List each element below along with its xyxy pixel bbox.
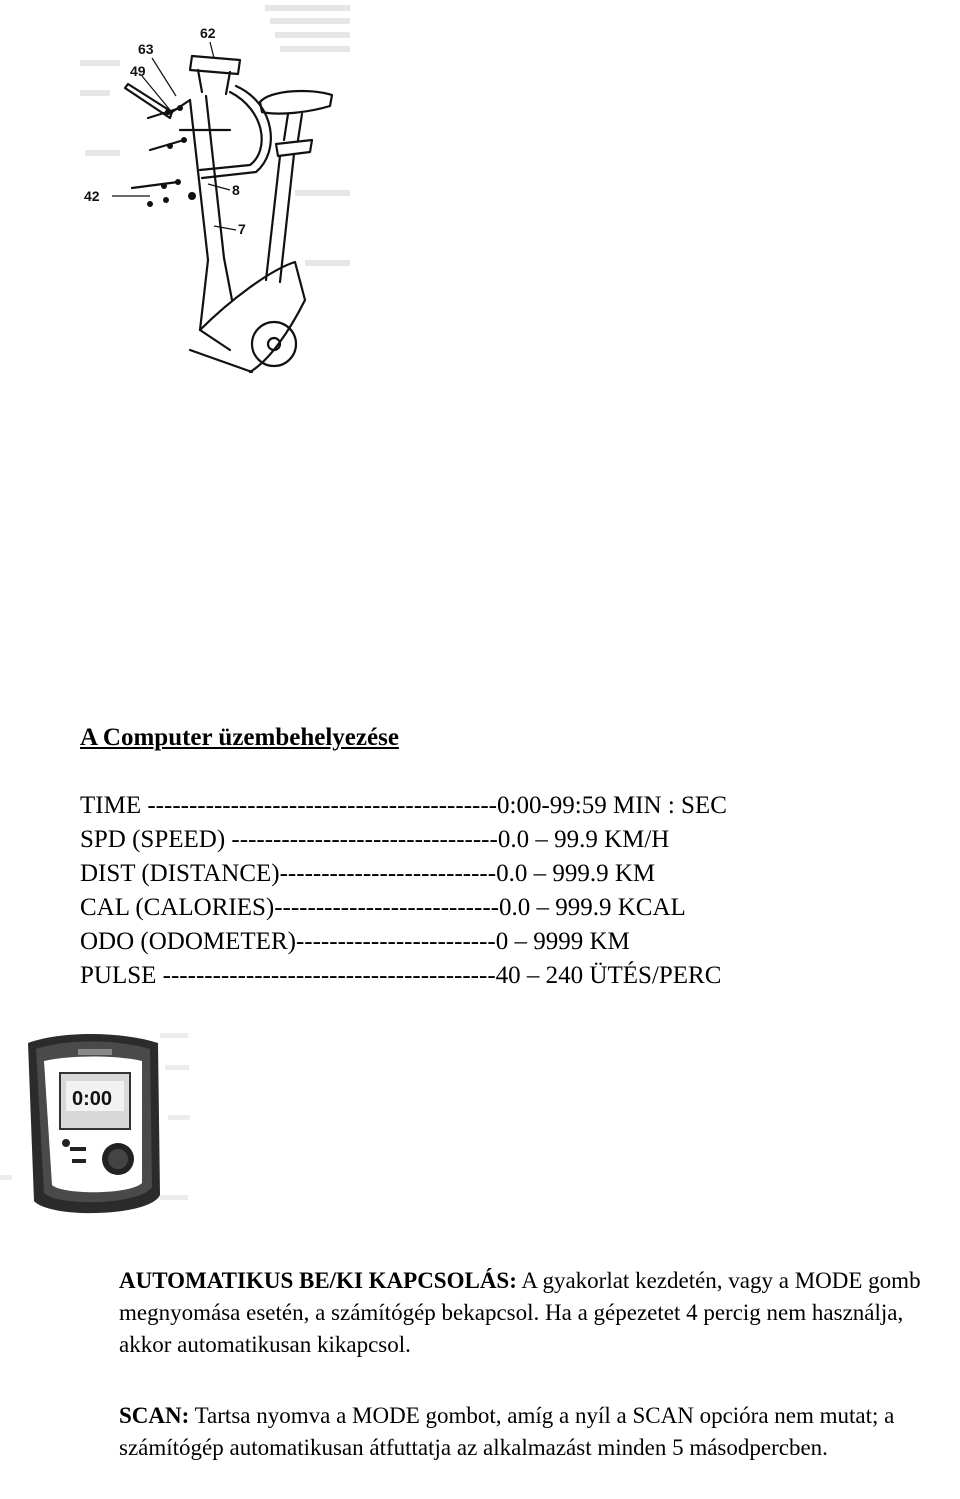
callout-7: 7	[238, 221, 246, 237]
spec-speed: SPD (SPEED) --------------------------------0.0 – 99.9 KM/H	[80, 826, 670, 853]
section-heading: A Computer üzembehelyezése	[80, 724, 399, 751]
scan-text: Tartsa nyomva a MODE gombot, amíg a nyíl a SCAN opcióra nem mutat; a számítógép automatikusan átfuttatja az alkalmazást minden 5 másodpercben.	[119, 1403, 895, 1460]
callout-62: 62	[200, 25, 216, 41]
auto-power-label: AUTOMATIKUS BE/KI KAPCSOLÁS:	[119, 1268, 517, 1293]
scan-paragraph	[119, 1400, 949, 1464]
spec-list	[80, 789, 727, 993]
callout-42: 42	[84, 188, 100, 204]
exercise-bike-diagram	[80, 0, 352, 378]
console-photo	[0, 1025, 190, 1230]
callout-63: 63	[138, 41, 154, 57]
auto-power-text: A gyakorlat kezdetén, vagy a MODE gomb megnyomása esetén, a számítógép bekapcsol. Ha a gépezetet 4 percig nem használja, akkor automatikusan kikapcsol.	[119, 1268, 921, 1357]
callout-8: 8	[232, 182, 240, 198]
spec-calories: CAL (CALORIES)---------------------------0.0 – 999.9 KCAL	[80, 894, 686, 921]
spec-time: TIME ------------------------------------------0:00-99:59 MIN : SEC	[80, 792, 727, 819]
auto-power-paragraph	[119, 1265, 949, 1361]
spec-distance: DIST (DISTANCE)--------------------------0.0 – 999.9 KM	[80, 860, 656, 887]
spec-odometer: ODO (ODOMETER)------------------------0 – 9999 KM	[80, 928, 630, 955]
callout-49: 49	[130, 63, 146, 79]
scan-label: SCAN:	[119, 1403, 190, 1428]
spec-pulse: PULSE ----------------------------------------40 – 240 ÜTÉS/PERC	[80, 962, 722, 989]
lcd-reading: 0:00	[72, 1088, 113, 1110]
